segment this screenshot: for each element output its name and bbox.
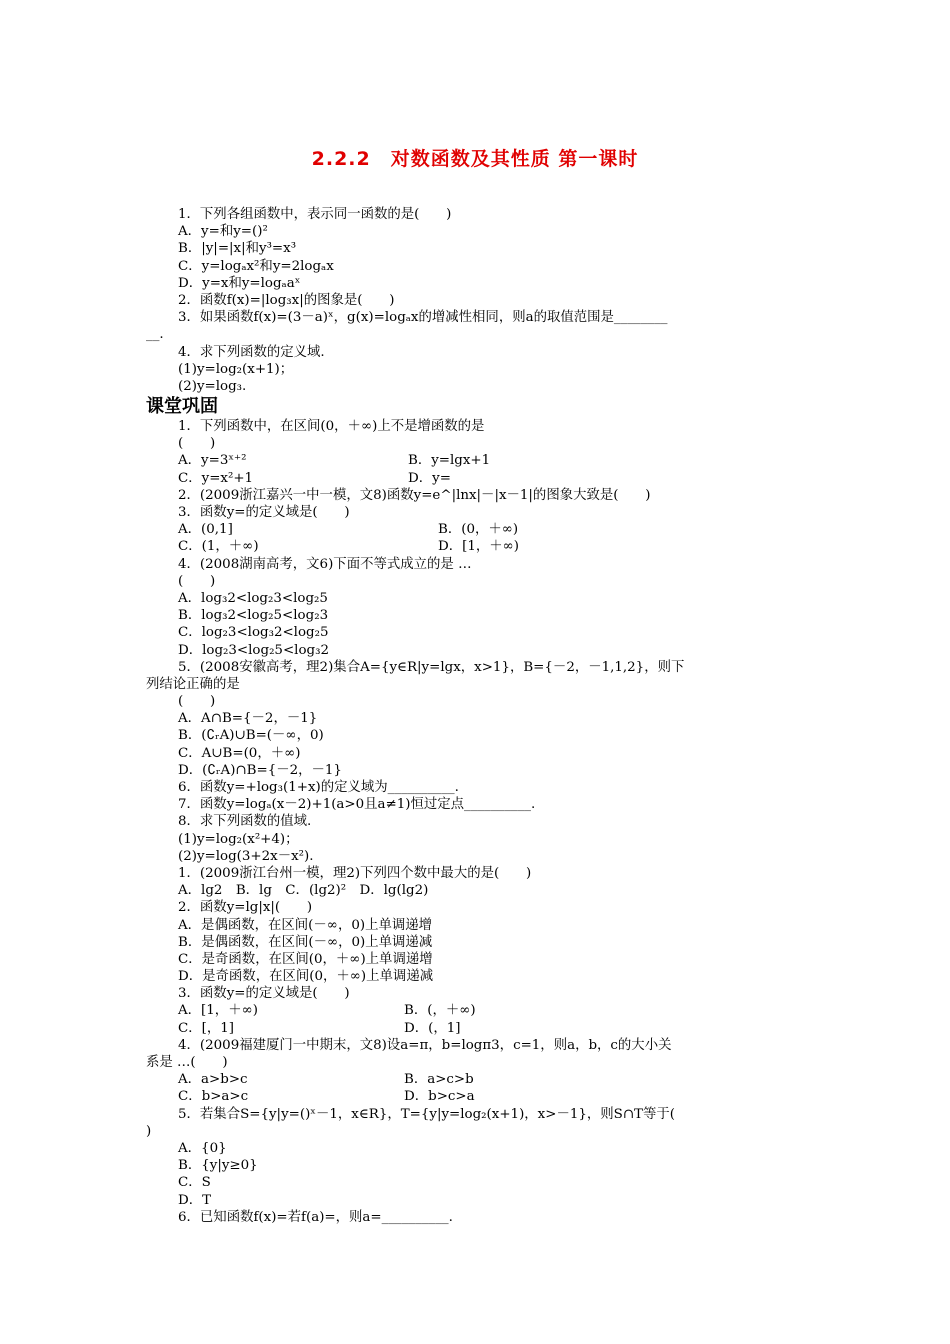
text-line: 系是 …( )	[146, 1055, 228, 1070]
text-line: 2．函数y=lg|x|( )	[178, 900, 313, 916]
option-right: D．b>c>a	[404, 1089, 475, 1105]
consolidation-exercises	[146, 418, 808, 1226]
option-left: C．b>a>c	[178, 1089, 249, 1105]
text-line: C．A∪B=(0，＋∞)	[178, 745, 301, 761]
option-left: A．(0,1]	[178, 522, 233, 538]
text-line: 5．(2008安徽高考，理2)集合A={y∈R|y=lgx，x>1}，B={－2，－1,1,2}，则下	[178, 659, 685, 675]
text-line: 列结论正确的是	[146, 676, 240, 692]
text-line: C．y=logₐx²和y=2logₐx	[178, 258, 334, 274]
text-line: B．(∁ᵣA)∪B=(－∞，0)	[178, 728, 324, 744]
text-line: A．lg2 B．lg C．(lg2)² D．lg(lg2)	[178, 883, 429, 899]
text-line: (1)y=log₂(x²+4)；	[178, 831, 299, 847]
option-left: A．y=3ˣ⁺²	[178, 453, 247, 469]
option-right: D．y=	[408, 470, 451, 486]
text-line: 3．如果函数f(x)=(3－a)ˣ，g(x)=logₐx的增减性相同，则a的取值范围是________	[178, 310, 668, 326]
option-right: B．(，＋∞)	[404, 1003, 476, 1019]
text-line: (2)y=log(3+2x－x²).	[178, 848, 314, 864]
text-line	[146, 1088, 808, 1105]
text-line: 1．(2009浙江台州一模，理2)下列四个数中最大的是( )	[178, 865, 532, 881]
text-line: 4．(2009福建厦门一中期末，文8)设a=π，b=logπ3，c=1，则a，b，c的大小关	[178, 1037, 672, 1053]
text-line: 2．(2009浙江嘉兴一中一模，文8)函数y=e^|lnx|－|x－1|的图象大致是( )	[178, 487, 651, 503]
option-left: C．(1，＋∞)	[178, 539, 259, 555]
text-line: 3．函数y=的定义域是( )	[178, 505, 350, 520]
option-right: B．a>c>b	[404, 1072, 474, 1088]
text-line: B．是偶函数，在区间(－∞，0)上单调递减	[178, 934, 433, 950]
text-line: 6．已知函数f(x)=若f(a)=，则a=__________.	[178, 1209, 453, 1225]
option-left: C．y=x²+1	[178, 470, 254, 486]
text-line	[146, 1002, 808, 1019]
text-line: )	[146, 1123, 152, 1139]
option-left: C．[，1]	[178, 1020, 234, 1036]
text-line: (2)y=log₃.	[178, 378, 247, 394]
text-line: A．{0}	[178, 1140, 227, 1156]
text-line: ( )	[178, 573, 216, 589]
text-line: 2．函数f(x)=|log₃x|的图象是( )	[178, 292, 395, 308]
text-line: 5．若集合S={y|y=()ˣ－1，x∈R}，T={y|y=log₂(x+1)，x>－1}，则S∩T等于(	[178, 1106, 675, 1122]
text-line	[146, 470, 808, 487]
text-line: 1．下列函数中，在区间(0，＋∞)上不是增函数的是	[178, 419, 485, 435]
text-line: D．log₂3<log₂5<log₃2	[178, 642, 329, 658]
text-line: D．(∁ᵣA)∩B={－2，－1}	[178, 762, 342, 778]
text-line	[146, 452, 808, 469]
option-right: B．y=lgx+1	[408, 453, 491, 469]
page-title: 2.2.2 对数函数及其性质 第一课时	[311, 148, 639, 170]
text-line: (1)y=log₂(x+1)；	[178, 361, 294, 377]
text-line: D．T	[178, 1192, 212, 1208]
option-left: A．[1，＋∞)	[178, 1003, 258, 1019]
text-line: 6．函数y=+log₃(1+x)的定义域为__________.	[178, 780, 459, 795]
text-line: A．A∩B={－2，－1}	[178, 711, 318, 727]
text-line: 3．函数y=的定义域是( )	[178, 986, 350, 1002]
document-body	[146, 206, 808, 1226]
text-line: B．log₃2<log₂5<log₂3	[178, 608, 329, 624]
text-line: ( )	[178, 436, 216, 452]
option-right: D．(，1]	[404, 1020, 461, 1036]
text-line	[146, 521, 808, 538]
section-heading: 课堂巩固	[146, 396, 218, 418]
text-line: D．y=x和y=logₐaˣ	[178, 275, 301, 291]
text-line: C．是奇函数，在区间(0，＋∞)上单调递增	[178, 951, 433, 967]
text-line: C．S	[178, 1175, 211, 1191]
text-line: 7．函数y=logₐ(x－2)+1(a>0且a≠1)恒过定点__________.	[178, 797, 536, 813]
text-line: 4．求下列函数的定义域.	[178, 344, 325, 360]
text-line	[146, 538, 808, 555]
text-line: B．{y|y≥0}	[178, 1158, 258, 1174]
text-line: 4．(2008湖南高考，文6)下面不等式成立的是 …	[178, 556, 472, 572]
text-line: D．是奇函数，在区间(0，＋∞)上单调递减	[178, 969, 434, 985]
option-right: D．[1，＋∞)	[438, 539, 520, 555]
text-line	[146, 1071, 808, 1088]
text-line: 8．求下列函数的值域.	[178, 814, 312, 830]
text-line: A．y=和y=()²	[178, 224, 268, 240]
warmup-exercises	[146, 206, 808, 395]
text-line: __.	[146, 327, 164, 343]
option-right: B．(0，＋∞)	[438, 522, 519, 538]
text-line: A．log₃2<log₂3<log₂5	[178, 590, 328, 606]
text-line: ( )	[178, 694, 216, 710]
text-line: A．是偶函数，在区间(－∞，0)上单调递增	[178, 917, 433, 933]
text-line	[146, 1020, 808, 1037]
text-line: B．|y|=|x|和y³=x³	[178, 241, 297, 257]
option-left: A．a>b>c	[178, 1072, 248, 1088]
text-line: C．log₂3<log₃2<log₂5	[178, 625, 329, 641]
text-line: 1．下列各组函数中，表示同一函数的是( )	[178, 207, 452, 222]
